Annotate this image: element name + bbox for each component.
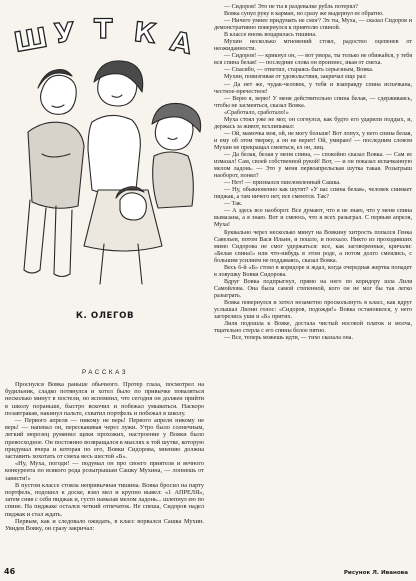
right-column bbox=[214, 4, 412, 342]
paragraph: — Сидоров! — крикнул он, — вот умора, ты только не обижайся, у тебя вся спина белая! — последние слова он произнес, икая от смеха. bbox=[214, 53, 412, 67]
story-title bbox=[8, 4, 204, 68]
paragraph: «Ну, Муха, погоди! — подумал он про своего приятеля и вечного конкурента по всякого рода розыгрышам Сашку Мухина, — лопнешь от зависти!» bbox=[5, 460, 204, 482]
paragraph: — Верю я, верю! У меня действительно спина белая, — сдерживаясь, чтобы не засмеяться, сказал Вовка. bbox=[214, 95, 412, 109]
paragraph: — Да белая, белая у меня спина, — спокойно сказал Вовка. — Сам ее измазал! Сам, своей собственной рукой! Вот, — и он показал испачканную мелом ладонь. — Это у меня первоапрельская шутка такая. Розыгрыш наоборот, понял? bbox=[214, 151, 412, 180]
paragraph: Мухин, повизгивая от удовольствия, закричал еще раз: bbox=[224, 74, 367, 81]
story-author: К. ОЛЕГОВ bbox=[75, 311, 135, 321]
paragraph: — Ну, обыкновенно как шутят? «У вас спина белая», человек снимает пиджак, а там ничего нет, все смеются. Так? bbox=[214, 187, 412, 201]
illustration-credit: Рисунок Л. Иванова bbox=[343, 570, 408, 576]
paragraph: — А здесь все наоборот. Все думают, что я не знаю, что у меня спина вымазана, а я знаю. Вот и смеюсь, что я всех разыграл. С первым апреля, Муха! bbox=[214, 208, 412, 229]
paragraph: Проснулся Вовка раньше обычного. Протер глаза, посмотрел на будильник, сладко потянулся и хотел было по привычке поваляться несколько минут в постели, но вспомнил, что сегодня он должен прийти в школу пораньше, быстро вскочил и побежал умываться. Наскоро позавтракав, накинул пальто, схватил портфель и побежал в школу. bbox=[5, 381, 204, 417]
title-letter: У bbox=[52, 17, 77, 50]
paragraph: — Первого апреля — никому не верь! Первого апреля никому не верь! — напевал он, перескакивая через лужи. Утро было солнечным, легкий морозец румянил щеки прохожих, настроение у Вовки было превосходное. Он постоянно возвращался в мыслях к той шутке, которую придумал вчера и которая по его, Вовки Сидорова, мнению должна заставить хохотать от смеха весь шестой «Б». bbox=[5, 417, 204, 461]
paragraph: — Так. bbox=[224, 201, 243, 208]
title-letter: Ш bbox=[11, 22, 50, 59]
title-letter: Т bbox=[94, 14, 113, 45]
paragraph: Буквально через несколько минут на Вовкину хитрость попался Генка Савельев, потом Вася Ильин, и пошло, и поехало. Никто из проходивших мимо Сидорова не смог удержаться: все, как заговоренные, кричали: «Белая спина!» или что-нибудь в этом роде, а потом долго смеялись, с большим усилием не поддаваясь, сказал Вовка. bbox=[214, 229, 412, 264]
paragraph: Мухин несколько мгновений стоял, радостно оцепенев от неожиданности. bbox=[214, 39, 412, 53]
left-column bbox=[5, 381, 204, 532]
page-number: 46 bbox=[4, 567, 16, 576]
paragraph: «Сработало, сработало!» bbox=[224, 109, 289, 116]
paragraph: — Ничего умнее придумать не смог? Эх ты, Муха, — сказал Сидоров и демонстративно повернулся к приятелю спиной. bbox=[214, 18, 412, 32]
paragraph: — Сидоров! Это не ты в раздевалке рубль потерял? bbox=[224, 4, 358, 10]
paragraph: — Все, теперь можешь идти, — тихо сказала она. bbox=[224, 335, 353, 342]
title-letter: К bbox=[132, 16, 158, 50]
paragraph: — Да нет же, чудак-человек, у тебя и взаправду спина испачкана, честное-пречестное! bbox=[214, 81, 412, 95]
paragraph: Весь 6-й «Б» стоял в коридоре и ждал, когда очередная жертва попадет в ловушку Вовки Сидорова. bbox=[214, 264, 412, 278]
story-genre: РАССКАЗ bbox=[81, 369, 129, 376]
paragraph: Первым, как и следовало ожидать, в класс ворвался Сашка Мухин. Увидев Вовку, он сразу закричал: bbox=[5, 517, 204, 533]
title-letter: А bbox=[167, 26, 195, 61]
paragraph: Муха стоял уже не мог, он согнулся, как будто его ударили поддых, и, держась за живот, всхлипывал: bbox=[214, 116, 412, 130]
paragraph: — Спасибо, — ответил, стараясь быть серьезным, Вовка. bbox=[224, 67, 374, 74]
paragraph: Вовка повернулся и хотел незаметно проскользнуть в класс, как вдруг услышал Лилин голос: «Сидоров, подожди!» Вовка остановился, у него загорелись уши и «Б» притих. bbox=[214, 299, 412, 321]
paragraph: В классе вновь воцарилась тишина. bbox=[224, 32, 317, 39]
paragraph: Лиля подошла к Вовке, достала чистый носовой платок и молча, тщательно стерла с его спины белое пятно. bbox=[214, 321, 412, 335]
paragraph: В пустом классе стояла непривычная тишина. Вовка бросил на парту портфель, подошел к доске, взял мел и крупно вывел: «1 АПРЕЛЯ», затем сняв с себя пиджак и, густо намазав мелом ладонь... шлепнул ею по спине. На пиджаке остался четкий отпечаток. Не спеша, Сидоров надел пиджак и стал ждать. bbox=[5, 481, 204, 518]
paragraph: — Нет! — признался ошеломленный Сашка. bbox=[224, 180, 341, 187]
paragraph: Вдруг Вовка подпрыгнул, прямо на него по коридору шла Лиля Самойлова. Она была самой степенной, кого он не мог бы так легко разыграть. bbox=[214, 278, 412, 299]
paragraph: — Ой, мамочка моя, ой, не могу больше! Вот лопух, у него спина белая, и ему об этом твержу, а он не верит! Ой, умираю! — последним словом Мухин не прекращал смеяться, ел он, лиц. bbox=[214, 130, 412, 151]
paragraph: Вовка сунул руку в карман, но сразу же выдернул ее обратно. bbox=[224, 11, 384, 18]
